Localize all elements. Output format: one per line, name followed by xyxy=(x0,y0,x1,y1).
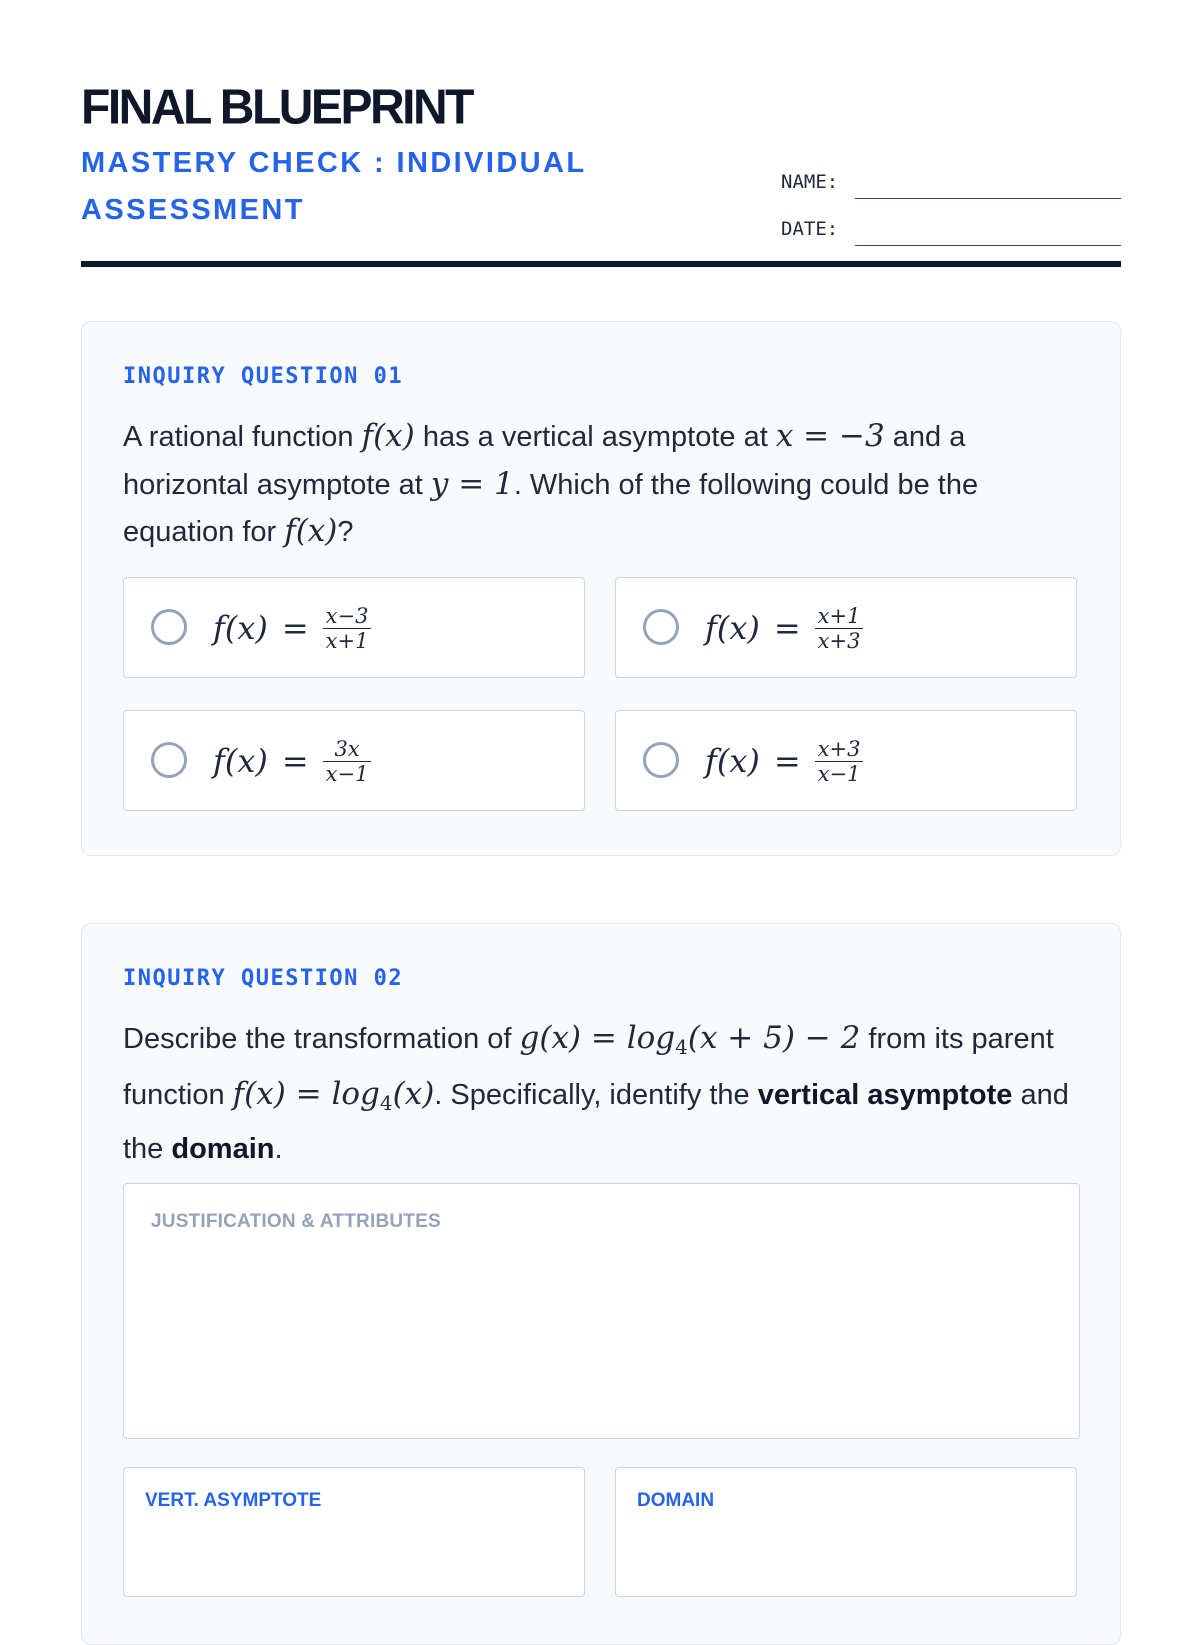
option-formula xyxy=(213,600,371,656)
page-subtitle: MASTERY CHECK : INDIVIDUAL ASSESSMENT xyxy=(81,147,586,226)
math-expression: x = −3 xyxy=(775,418,885,454)
question-card-1 xyxy=(81,321,1121,856)
bold-term: domain xyxy=(171,1133,275,1165)
math-expression: f(x) xyxy=(361,418,415,454)
math-expression: y = 1 xyxy=(430,465,514,502)
bold-term: vertical asymptote xyxy=(757,1078,1013,1111)
question-text-part: and a horizontal asymptote at xyxy=(123,421,966,501)
question-text-part: . Specifically, identify the xyxy=(434,1078,758,1111)
radio-button[interactable] xyxy=(151,609,187,645)
numerator: x−3 xyxy=(325,603,369,628)
math-expression: f(x) xyxy=(284,513,338,549)
formula-lhs: f(x) xyxy=(213,609,268,647)
option-formula xyxy=(213,733,371,789)
domain-label: DOMAIN xyxy=(637,1490,715,1511)
question-text-part: from its parent function xyxy=(123,1023,1054,1111)
fraction xyxy=(815,738,864,785)
math-part: (x) xyxy=(392,1075,435,1112)
denominator: x−1 xyxy=(815,761,864,785)
worksheet-header xyxy=(81,0,1121,270)
student-fields xyxy=(781,152,1121,246)
math-subscript: 4 xyxy=(379,1090,393,1115)
formula-lhs: f(x) xyxy=(705,609,760,647)
page-title: FINAL BLUEPRINT xyxy=(81,80,472,135)
option-formula xyxy=(705,733,863,789)
numerator: x+1 xyxy=(817,603,861,628)
formula-equals: = xyxy=(773,609,801,647)
question-text-part: . Which of the following could be the equation for xyxy=(123,468,979,548)
domain-field[interactable] xyxy=(615,1467,1077,1597)
math-part: f(x) = log xyxy=(232,1075,380,1112)
worksheet-page xyxy=(81,0,1121,1511)
numerator: 3x xyxy=(334,736,360,761)
denominator: x−1 xyxy=(323,761,372,785)
question-label: INQUIRY QUESTION 01 xyxy=(123,364,404,389)
name-field-row xyxy=(781,152,1121,199)
vertical-asymptote-field[interactable] xyxy=(123,1467,585,1597)
formula-equals: = xyxy=(281,609,309,647)
math-part: g(x) = log xyxy=(519,1020,676,1056)
question-text-part: ? xyxy=(337,516,354,548)
formula-lhs: f(x) xyxy=(213,742,268,780)
radio-button[interactable] xyxy=(643,742,679,778)
question-label: INQUIRY QUESTION 02 xyxy=(123,966,404,991)
math-part: (x + 5) − 2 xyxy=(687,1020,861,1056)
formula-equals: = xyxy=(281,742,309,780)
math-expression xyxy=(519,1020,861,1059)
math-subscript: 4 xyxy=(675,1035,688,1059)
denominator: x+1 xyxy=(323,628,372,652)
date-field[interactable] xyxy=(855,209,1121,246)
denominator: x+3 xyxy=(815,628,864,652)
date-field-row xyxy=(781,199,1121,246)
formula-equals: = xyxy=(773,742,801,780)
question-text xyxy=(123,413,1083,556)
name-field[interactable] xyxy=(855,162,1121,199)
question-text-part: and the xyxy=(123,1078,1069,1165)
question-text-part: . xyxy=(274,1133,283,1165)
question-text-part: A rational function xyxy=(123,421,362,453)
question-text-part: Describe the transformation of xyxy=(123,1023,520,1055)
option-formula xyxy=(705,600,863,656)
fraction xyxy=(815,605,864,652)
name-label: NAME: xyxy=(781,171,839,193)
date-label: DATE: xyxy=(781,218,839,240)
radio-button[interactable] xyxy=(151,742,187,778)
answer-option-a[interactable] xyxy=(123,577,585,678)
math-expression xyxy=(232,1075,435,1115)
radio-button[interactable] xyxy=(643,609,679,645)
justification-label: JUSTIFICATION & ATTRIBUTES xyxy=(151,1211,441,1232)
question-text-part: has a vertical asymptote at xyxy=(414,421,776,453)
numerator: x+3 xyxy=(817,736,861,761)
fraction xyxy=(323,605,372,652)
question-text xyxy=(123,1015,1083,1173)
question-card-2 xyxy=(81,923,1121,1645)
justification-textarea[interactable] xyxy=(123,1183,1080,1439)
header-divider xyxy=(81,261,1121,267)
fraction xyxy=(323,738,372,785)
answer-option-b[interactable] xyxy=(615,577,1077,678)
answer-option-d[interactable] xyxy=(615,710,1077,811)
answer-option-c[interactable] xyxy=(123,710,585,811)
vertical-asymptote-label: VERT. ASYMPTOTE xyxy=(145,1490,322,1511)
formula-lhs: f(x) xyxy=(705,742,760,780)
